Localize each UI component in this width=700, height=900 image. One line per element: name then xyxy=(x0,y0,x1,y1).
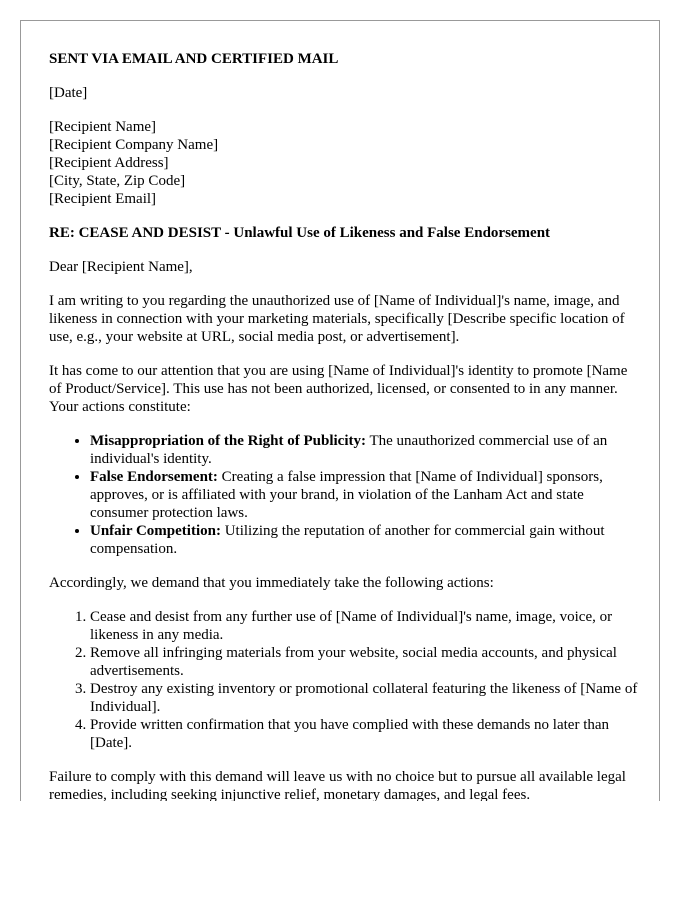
paragraph-allegation: It has come to our attention that you are using [Name of Individual]'s identity to promote [Name of Product/Service]. This use has not been authorized, licensed, or consented to in any manner. Your actions constitute: xyxy=(49,363,628,415)
recipient-address-block xyxy=(49,118,639,208)
violation-item xyxy=(90,468,639,522)
paragraph-intro: I am writing to you regarding the unauthorized use of [Name of Individual]'s name, image, and likeness in connection with your marketing materials, specifically [Describe specific location of use, e.g., your website at URL, social media post, or advertisement]. xyxy=(49,293,625,345)
demand-item: 2. Remove all infringing materials from your website, social media accounts, and physical advertisements. xyxy=(90,644,639,680)
demand-item: 1. Cease and desist from any further use of [Name of Individual]'s name, image, voice, or likeness in any media. xyxy=(90,608,639,644)
recipient-name: [Recipient Name] xyxy=(49,119,157,135)
delivery-header: SENT VIA EMAIL AND CERTIFIED MAIL xyxy=(49,51,339,67)
paragraph-demand-intro: Accordingly, we demand that you immediately take the following actions: xyxy=(49,575,494,591)
recipient-address: [Recipient Address] xyxy=(49,155,169,171)
violation-title: Unfair Competition: xyxy=(90,523,221,539)
violation-title: Misappropriation of the Right of Publicity: xyxy=(90,433,366,449)
violation-text: Utilizing the reputation of another for commercial gain without compensation. xyxy=(90,523,605,557)
recipient-city: [City, State, Zip Code] xyxy=(49,173,186,189)
violations-list xyxy=(49,432,639,558)
subject-line: RE: CEASE AND DESIST - Unlawful Use of Likeness and False Endorsement xyxy=(49,225,551,241)
violation-title: False Endorsement: xyxy=(90,469,218,485)
recipient-email: [Recipient Email] xyxy=(49,191,157,207)
paragraph-consequence: Failure to comply with this demand will leave us with no choice but to pursue all available legal remedies, including seeking injunctive relief, monetary damages, and legal fees. xyxy=(49,769,626,801)
demand-item: 3. Destroy any existing inventory or promotional collateral featuring the likeness of [Name of Individual]. xyxy=(90,680,639,716)
violation-text: The unauthorized commercial use of an individual's identity. xyxy=(90,433,608,467)
demands-list xyxy=(49,608,639,752)
letter-date: [Date] xyxy=(49,85,88,101)
recipient-company: [Recipient Company Name] xyxy=(49,137,219,153)
salutation: Dear [Recipient Name], xyxy=(49,259,193,275)
violation-item xyxy=(90,522,639,558)
letter-page xyxy=(20,20,660,801)
violation-text: Creating a false impression that [Name of Individual] sponsors, approves, or is affiliated with your brand, in violation of the Lanham Act and state consumer protection laws. xyxy=(90,469,603,521)
letter-body xyxy=(49,50,639,801)
demand-item: 4. Provide written confirmation that you have complied with these demands no later than [Date]. xyxy=(90,716,639,752)
violation-item xyxy=(90,432,639,468)
